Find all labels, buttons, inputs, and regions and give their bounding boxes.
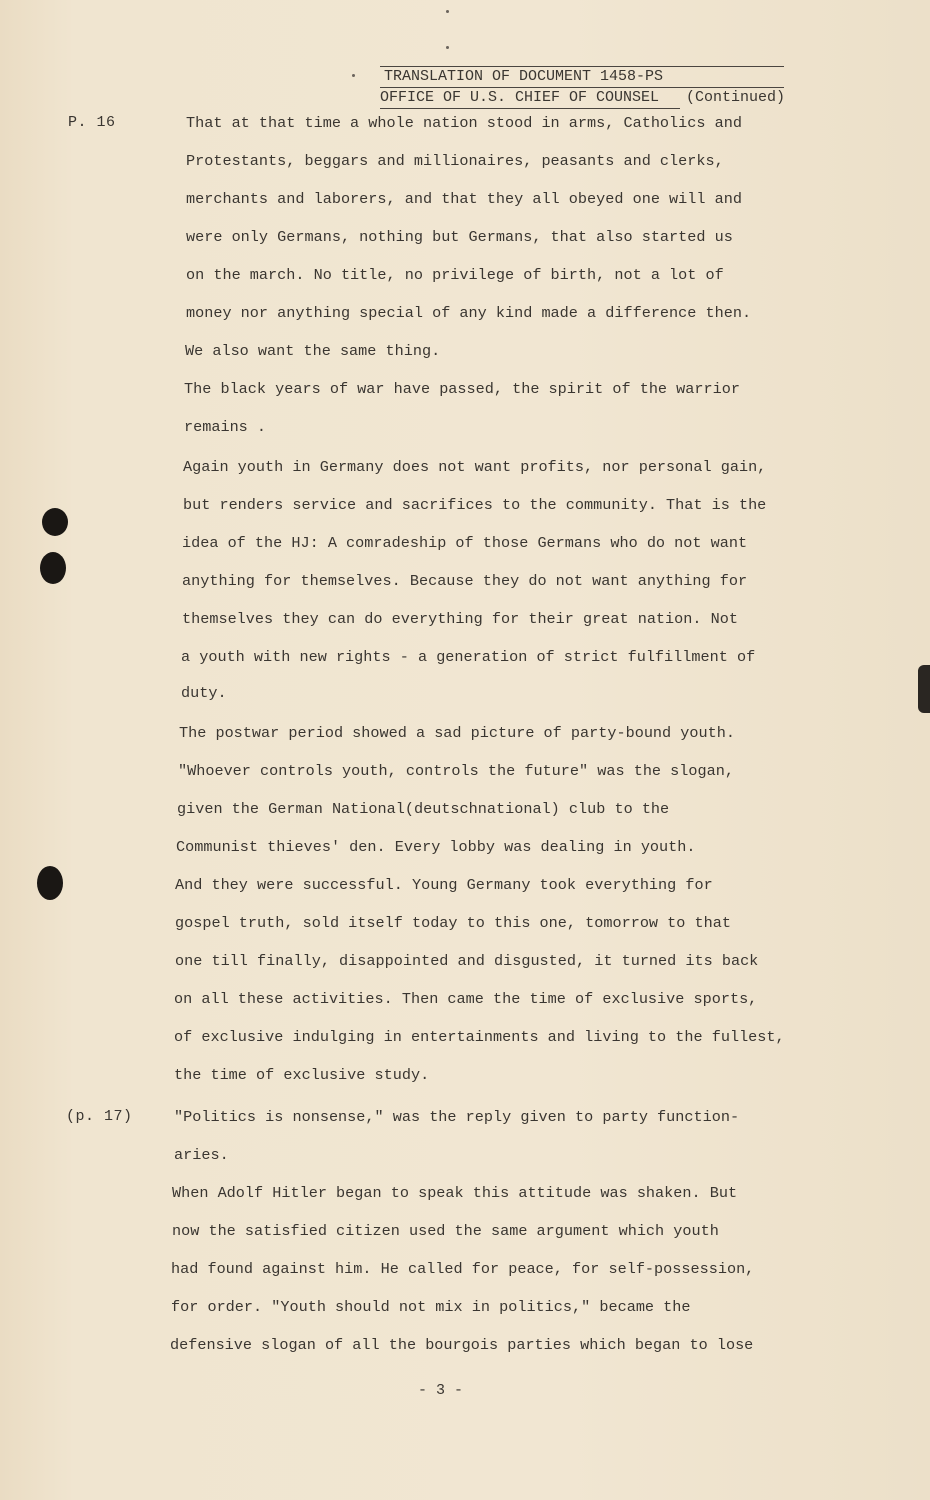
body-line: That at that time a whole nation stood in arms, Catholics and: [186, 114, 742, 132]
page-ref-17: (p. 17): [66, 1108, 133, 1125]
body-line: given the German National(deutschnational) club to the: [177, 800, 670, 818]
body-line: The black years of war have passed, the spirit of the warrior: [184, 380, 740, 398]
body-line: money nor anything special of any kind made a difference then.: [186, 304, 752, 322]
page-ref-16: P. 16: [68, 114, 116, 131]
edge-mark: [918, 665, 930, 713]
header-office: OFFICE OF U.S. CHIEF OF COUNSEL: [380, 88, 680, 109]
speck: [446, 46, 449, 49]
body-line: themselves they can do everything for their great nation. Not: [182, 610, 738, 628]
header-office-line: [380, 89, 785, 106]
header-continued: (Continued): [686, 89, 786, 106]
body-line: on the march. No title, no privilege of birth, not a lot of: [186, 266, 724, 284]
body-line: the time of exclusive study.: [174, 1066, 430, 1084]
body-line: Protestants, beggars and millionaires, peasants and clerks,: [186, 152, 724, 170]
body-line: were only Germans, nothing but Germans, that also started us: [186, 228, 733, 246]
punch-hole: [42, 508, 68, 536]
body-line: for order. "Youth should not mix in politics," became the: [171, 1298, 691, 1316]
page-number: - 3 -: [418, 1382, 464, 1399]
header-title: TRANSLATION OF DOCUMENT 1458-PS: [380, 66, 784, 88]
document-header: [380, 66, 800, 109]
speck: [446, 10, 449, 13]
body-line: a youth with new rights - a generation of strict fulfillment of: [181, 648, 756, 666]
body-line: aries.: [174, 1146, 229, 1164]
body-line: duty.: [181, 684, 227, 702]
body-line: When Adolf Hitler began to speak this attitude was shaken. But: [172, 1184, 738, 1202]
body-line: now the satisfied citizen used the same argument which youth: [172, 1222, 719, 1240]
body-line: of exclusive indulging in entertainments and living to the fullest,: [174, 1028, 785, 1046]
body-line: remains .: [184, 418, 267, 436]
body-line: on all these activities. Then came the time of exclusive sports,: [174, 990, 758, 1008]
punch-hole: [37, 866, 63, 900]
body-line: "Whoever controls youth, controls the future" was the slogan,: [178, 762, 734, 780]
body-line: gospel truth, sold itself today to this one, tomorrow to that: [175, 914, 731, 932]
body-line: "Politics is nonsense," was the reply given to party function-: [174, 1108, 740, 1126]
body-line: The postwar period showed a sad picture of party-bound youth.: [179, 724, 735, 742]
body-line: one till finally, disappointed and disgusted, it turned its back: [175, 952, 759, 970]
body-line: defensive slogan of all the bourgois parties which began to lose: [170, 1336, 754, 1354]
body-line: idea of the HJ: A comradeship of those Germans who do not want: [182, 534, 748, 552]
body-line: anything for themselves. Because they do not want anything for: [182, 572, 748, 590]
body-line: We also want the same thing.: [185, 342, 441, 360]
speck: [352, 74, 355, 77]
body-line: merchants and laborers, and that they all obeyed one will and: [186, 190, 742, 208]
body-line: And they were successful. Young Germany took everything for: [175, 876, 713, 894]
body-line: had found against him. He called for peace, for self-possession,: [171, 1260, 755, 1278]
body-line: but renders service and sacrifices to the community. That is the: [183, 496, 767, 514]
body-line: Again youth in Germany does not want profits, nor personal gain,: [183, 458, 767, 476]
body-line: Communist thieves' den. Every lobby was dealing in youth.: [176, 838, 696, 856]
punch-hole: [40, 552, 66, 584]
